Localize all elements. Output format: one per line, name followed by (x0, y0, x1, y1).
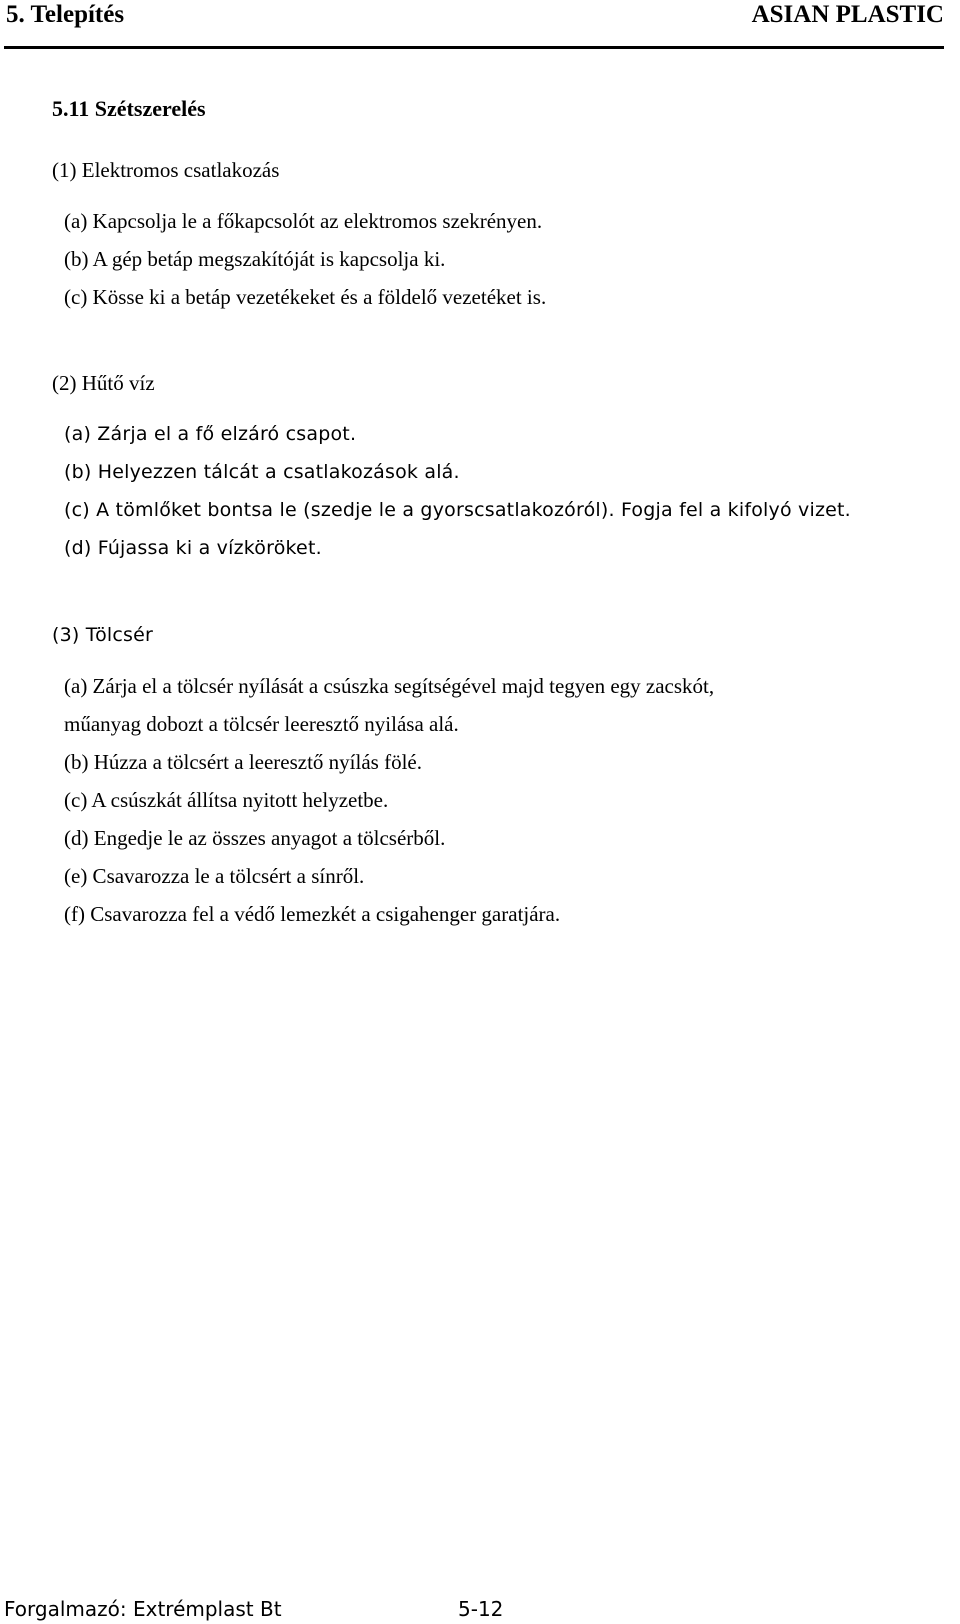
s3-item-b: (b) Húzza a tölcsért a leeresztő nyílás fölé. (64, 750, 422, 774)
chapter-title: 5. Telepítés (6, 1, 125, 28)
s3-title: (3) Tölcsér (52, 624, 154, 646)
s2-item-c: (c) A tömlőket bontsa le (szedje le a gyorscsatlakozóról). Fogja fel a kifolyó vizet. (64, 499, 851, 521)
s1-item-c: (c) Kösse ki a betáp vezetékeket és a földelő vezetéket is. (64, 285, 547, 309)
s1-item-a: (a) Kapcsolja le a főkapcsolót az elektromos szekrényen. (64, 209, 543, 233)
section-title: 5.11 Szétszerelés (52, 96, 206, 121)
s1-item-b: (b) A gép betáp megszakítóját is kapcsolja ki. (64, 247, 446, 271)
s2-item-a: (a) Zárja el a fő elzáró csapot. (64, 423, 357, 445)
footer-distributor: Forgalmazó: Extrémplast Bt (4, 1597, 282, 1621)
s3-item-e: (e) Csavarozza le a tölcsért a sínről. (64, 864, 365, 888)
s1-title: (1) Elektromos csatlakozás (52, 158, 280, 182)
s2-item-b: (b) Helyezzen tálcát a csatlakozások alá. (64, 461, 460, 483)
s3-item-d: (d) Engedje le az összes anyagot a tölcsérből. (64, 826, 446, 850)
s2-title: (2) Hűtő víz (52, 371, 155, 395)
s3-item-a-line1: (a) Zárja el a tölcsér nyílását a csúszka segítségével majd tegyen egy zacskót, (64, 674, 715, 698)
s3-item-a-line2: műanyag dobozt a tölcsér leeresztő nyilása alá. (64, 712, 459, 736)
page-number: 5-12 (458, 1597, 504, 1621)
page-header (4, 0, 944, 49)
company-name: ASIAN PLASTIC (751, 1, 944, 28)
s3-item-f: (f) Csavarozza fel a védő lemezkét a csigahenger garatjára. (64, 902, 561, 926)
s2-item-d: (d) Fújassa ki a vízköröket. (64, 537, 322, 559)
s3-item-c: (c) A csúszkát állítsa nyitott helyzetbe. (64, 788, 389, 812)
